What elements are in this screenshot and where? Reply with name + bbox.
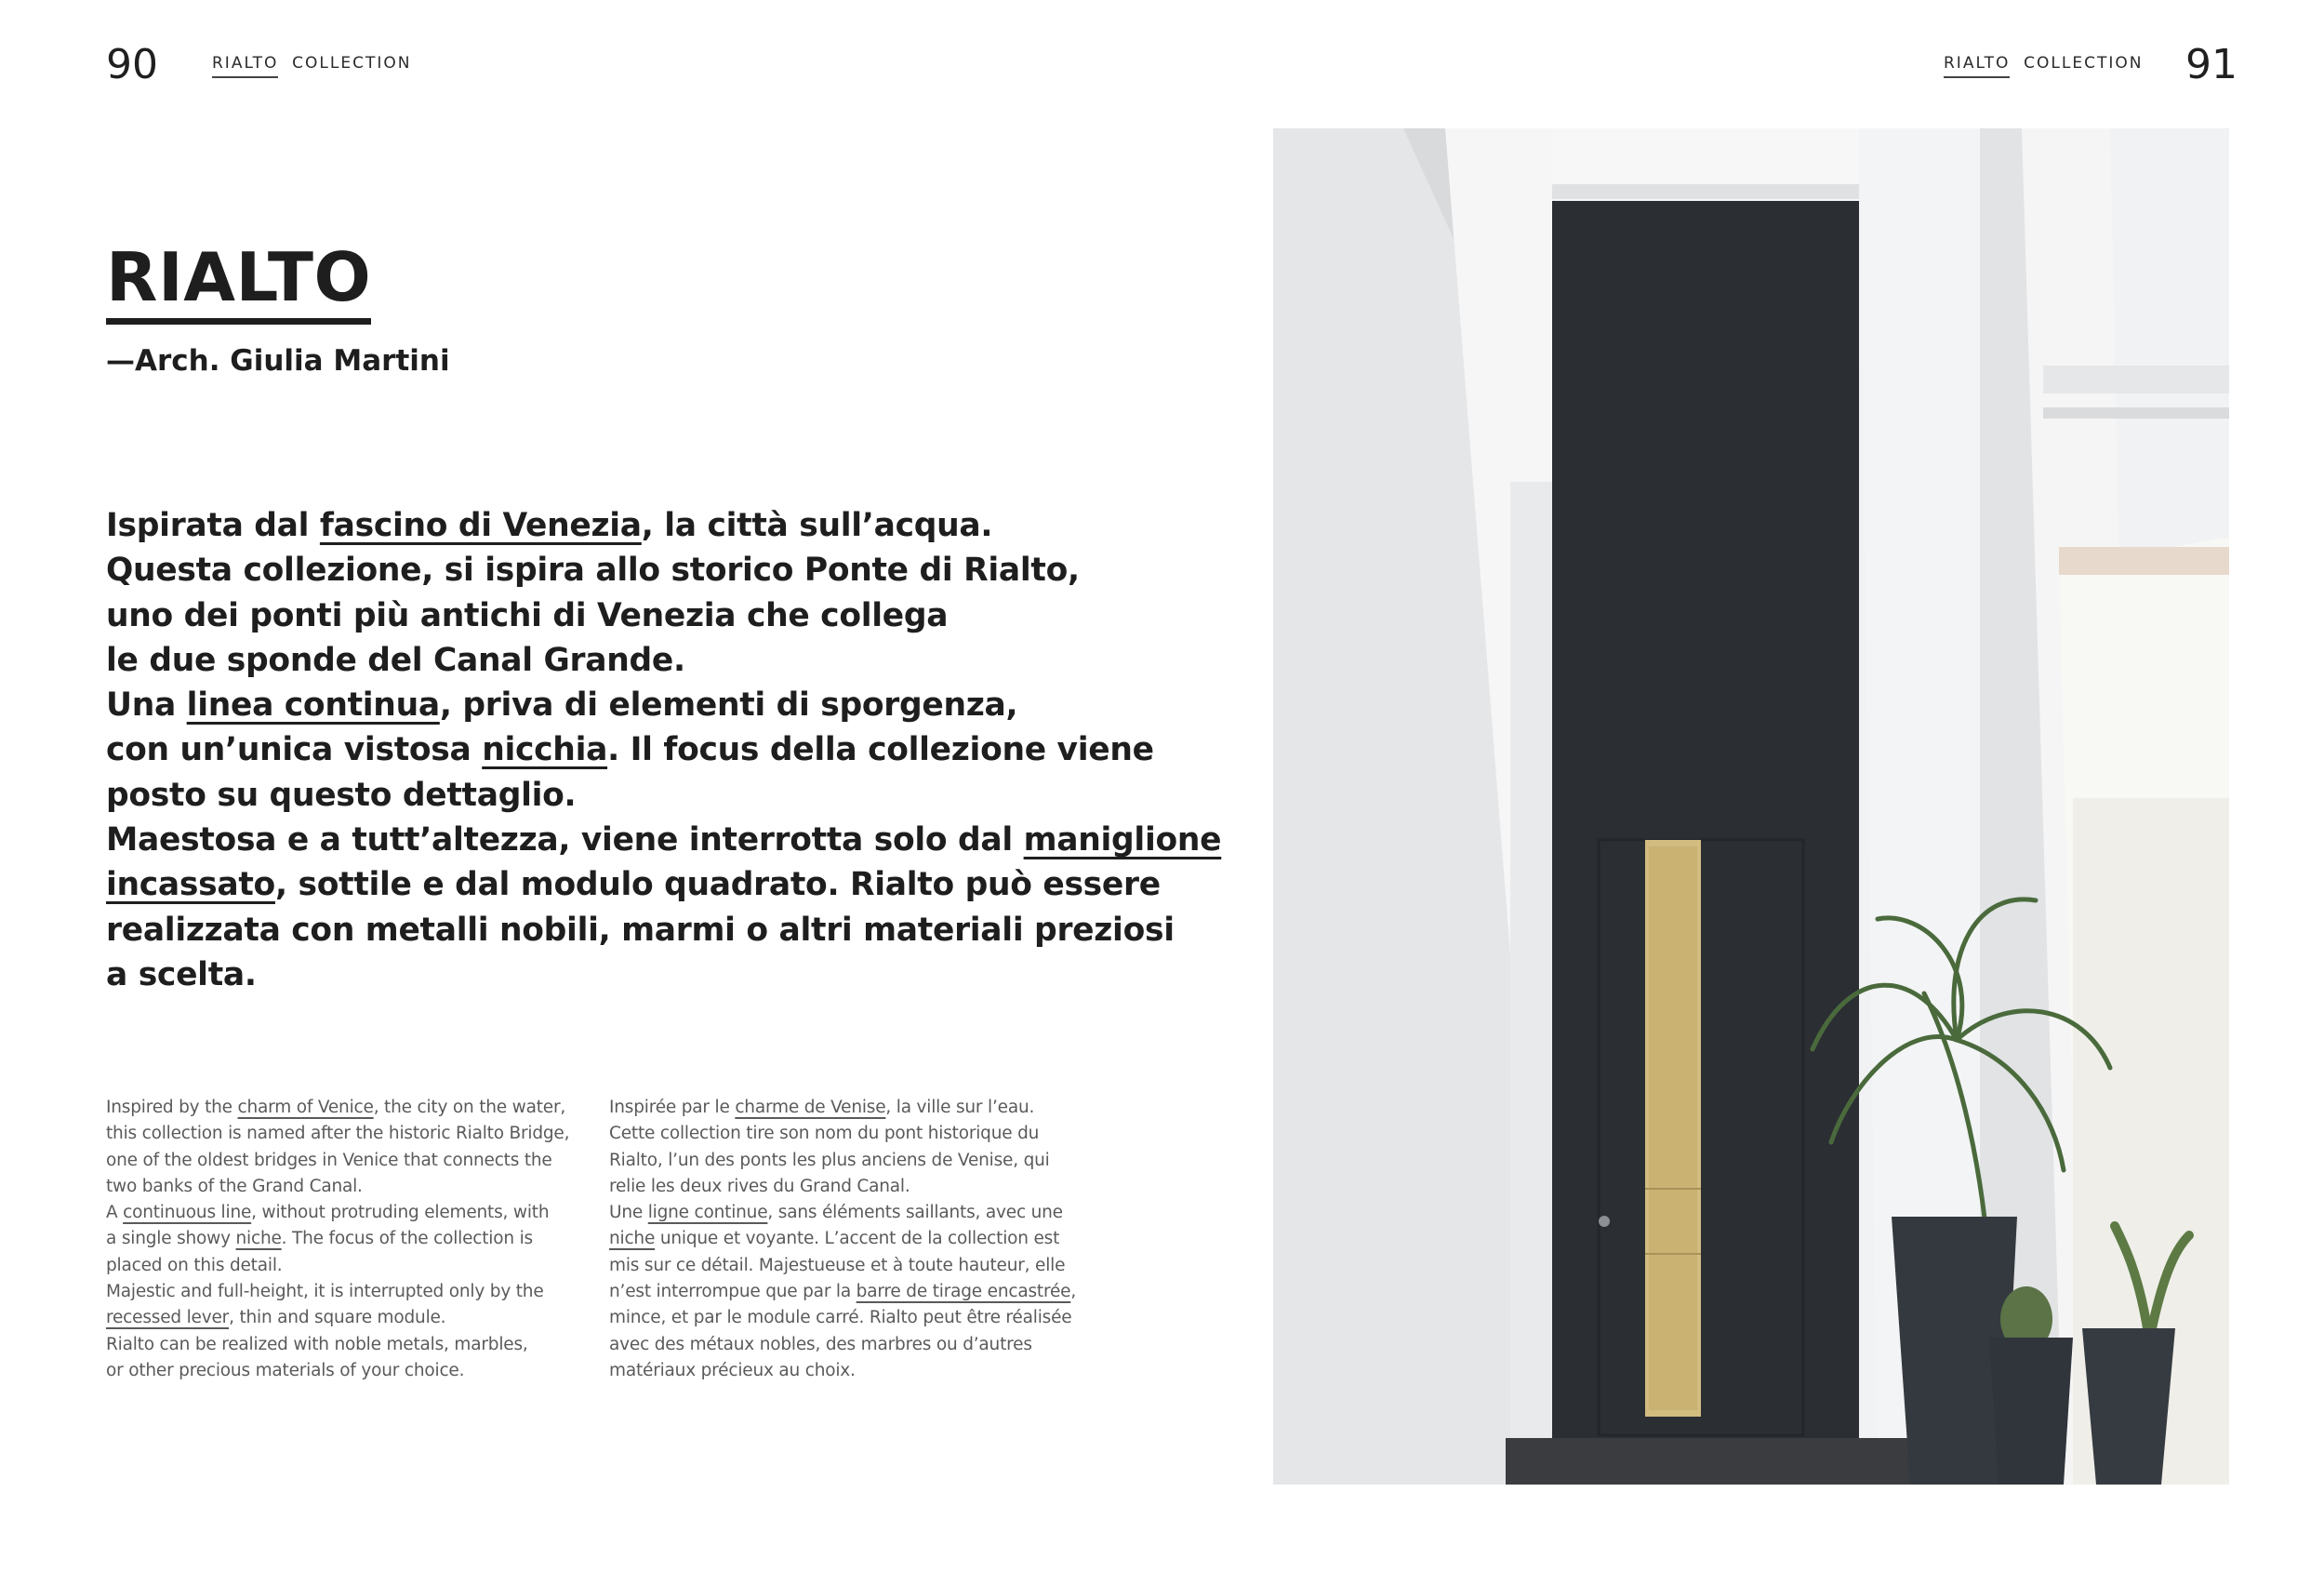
text-run: Maestosa e a tutt’altezza, viene interrotta solo dal xyxy=(106,821,1024,859)
text-line xyxy=(106,638,1120,683)
text-run: , xyxy=(1070,1282,1076,1302)
running-head-left xyxy=(212,54,411,73)
body-text-french xyxy=(609,1095,1093,1384)
text-run: , sans éléments saillants, avec une xyxy=(767,1203,1063,1223)
text-run: relie les deux rives du Grand Canal. xyxy=(609,1176,910,1196)
text-line xyxy=(106,1121,571,1147)
text-run: Inspirée par le xyxy=(609,1098,736,1117)
text-run: uno dei ponti più antichi di Venezia che collega xyxy=(106,596,949,634)
text-line xyxy=(106,503,1120,548)
text-line xyxy=(106,952,1120,997)
text-run: Rialto can be realized with noble metals, marbles, xyxy=(106,1334,528,1354)
text-run: . Il focus della collezione viene xyxy=(607,731,1154,769)
text-line xyxy=(609,1200,1093,1226)
text-line xyxy=(609,1174,1093,1200)
collection-title xyxy=(106,238,372,316)
text-line xyxy=(609,1253,1093,1279)
text-run: n’est interrompue que par la xyxy=(609,1282,857,1302)
text-line xyxy=(106,1332,571,1358)
text-run: Ispirata dal xyxy=(106,507,320,544)
text-line xyxy=(106,1095,571,1121)
text-run: , sottile e dal modulo quadrato. Rialto può essere xyxy=(274,866,1161,904)
text-run: posto su questo dettaglio. xyxy=(106,776,577,814)
text-line xyxy=(106,1200,571,1226)
text-line xyxy=(609,1279,1093,1305)
text-line xyxy=(106,1358,571,1384)
underlined-phrase: nicchia xyxy=(482,731,608,769)
text-run: . The focus of the collection is xyxy=(281,1229,533,1249)
text-run: one of the oldest bridges in Venice that connects the xyxy=(106,1150,552,1170)
text-line xyxy=(609,1121,1093,1147)
text-run: a single showy xyxy=(106,1229,236,1249)
door-photograph xyxy=(1273,128,2229,1485)
text-line xyxy=(609,1358,1093,1384)
text-run: Questa collezione, si ispira allo storico Ponte di Rialto, xyxy=(106,552,1080,590)
text-run: Rialto, l’un des ponts les plus anciens de Venise, qui xyxy=(609,1150,1050,1170)
underlined-phrase: ligne continue xyxy=(647,1203,768,1223)
underlined-phrase: niche xyxy=(235,1229,282,1249)
underlined-phrase: linea continua xyxy=(186,686,440,725)
text-run: a scelta. xyxy=(106,955,257,993)
text-run: Une xyxy=(609,1203,648,1223)
text-line xyxy=(106,1253,571,1279)
text-run: Majestic and full-height, it is interrupted only by the xyxy=(106,1282,544,1302)
text-run: Una xyxy=(106,686,187,725)
text-line xyxy=(106,862,1161,907)
page-number-right: 91 xyxy=(2185,41,2238,88)
page-number-left: 90 xyxy=(106,41,158,88)
text-run: avec des métaux nobles, des marbres ou d’autres xyxy=(609,1334,1032,1354)
text-line xyxy=(609,1305,1093,1331)
text-run: mis sur ce détail. Majestueuse et à toute hauteur, elle xyxy=(609,1255,1066,1275)
text-line xyxy=(106,593,1120,638)
lead-paragraph-italian xyxy=(106,503,1222,997)
underlined-phrase: fascino di Venezia xyxy=(319,507,642,544)
text-run: con un’unica vistosa xyxy=(106,731,483,769)
text-run: , without protruding elements, with xyxy=(251,1203,550,1223)
door-leaf xyxy=(1552,201,1859,1438)
underlined-phrase: barre de tirage encastrée xyxy=(856,1282,1071,1302)
underlined-phrase: charm of Venice xyxy=(237,1098,374,1117)
text-run: mince, et par le module carré. Rialto peut être réalisée xyxy=(609,1308,1072,1328)
author-credit: —Arch. Giulia Martini xyxy=(106,344,450,378)
text-line xyxy=(106,773,1120,818)
text-run: this collection is named after the historic Rialto Bridge, xyxy=(106,1124,570,1144)
text-line xyxy=(609,1095,1093,1121)
underlined-phrase: recessed lever xyxy=(106,1308,230,1328)
running-head-underlined: RIALTO xyxy=(212,54,278,78)
text-line xyxy=(106,1305,571,1331)
text-line xyxy=(106,727,1154,772)
text-line xyxy=(106,908,1175,952)
underlined-phrase: niche xyxy=(609,1229,656,1249)
underlined-phrase: maniglione xyxy=(1023,821,1222,859)
text-line xyxy=(106,1148,571,1174)
text-line xyxy=(106,818,1222,862)
text-run: , the city on the water, xyxy=(373,1098,566,1117)
text-line xyxy=(609,1332,1093,1358)
text-line xyxy=(106,683,1120,727)
text-line xyxy=(609,1226,1093,1252)
collection-title-text: RIALTO xyxy=(106,238,371,325)
running-head-rest: COLLECTION xyxy=(285,54,412,73)
text-line xyxy=(609,1148,1093,1174)
text-run: matériaux précieux au choix. xyxy=(609,1360,856,1380)
running-head-rest: COLLECTION xyxy=(2016,54,2144,73)
text-run: unique et voyante. L’accent de la collection est xyxy=(655,1229,1060,1249)
running-head-underlined: RIALTO xyxy=(1944,54,2010,78)
text-run: two banks of the Grand Canal. xyxy=(106,1176,363,1196)
underlined-phrase: incassato xyxy=(106,866,275,904)
running-head-right xyxy=(1944,54,2143,73)
text-line xyxy=(106,1226,571,1252)
text-run: , la ville sur l’eau. xyxy=(885,1098,1035,1117)
text-run: , la città sull’acqua. xyxy=(641,507,993,544)
text-run: Cette collection tire son nom du pont historique du xyxy=(609,1124,1040,1144)
text-line xyxy=(106,1174,571,1200)
underlined-phrase: charme de Venise xyxy=(735,1098,886,1117)
underlined-phrase: continuous line xyxy=(123,1203,252,1223)
text-run: , thin and square module. xyxy=(229,1308,446,1328)
body-text-english xyxy=(106,1095,571,1384)
text-run: A xyxy=(106,1203,124,1223)
text-run: , priva di elementi di sporgenza, xyxy=(439,686,1018,725)
text-run: or other precious materials of your choice. xyxy=(106,1360,465,1380)
text-run: le due sponde del Canal Grande. xyxy=(106,641,685,679)
text-run: realizzata con metalli nobili, marmi o altri materiali preziosi xyxy=(106,911,1175,949)
text-run: placed on this detail. xyxy=(106,1255,283,1275)
text-line xyxy=(106,1279,571,1305)
text-run: Inspired by the xyxy=(106,1098,238,1117)
text-line xyxy=(106,548,1120,593)
